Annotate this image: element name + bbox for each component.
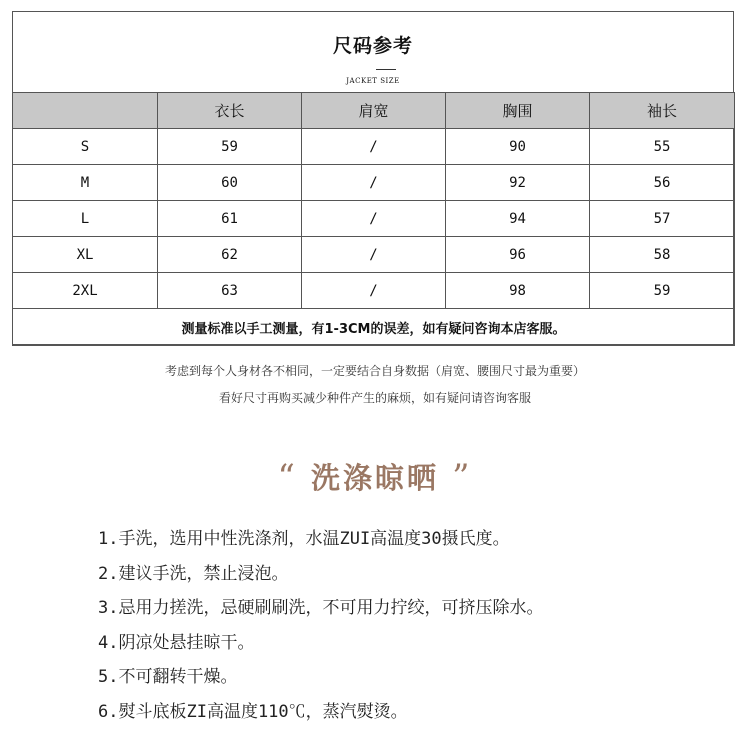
shoulder-cell: / [302, 201, 446, 237]
sleeve-cell: 56 [590, 165, 735, 201]
list-item: 1.手洗，选用中性洗涤剂，水温ZUI高温度30摄氏度。 [98, 529, 510, 549]
shoulder-cell: / [302, 273, 446, 309]
table-row [13, 273, 735, 309]
table-row [13, 165, 735, 201]
close-quote: ” [452, 457, 473, 497]
table-note-row [13, 309, 735, 346]
list-item: 3.忌用力搓洗，忌硬刷刷洗，不可用力拧绞，可挤压除水。 [98, 598, 544, 619]
sleeve-cell: 57 [590, 201, 735, 237]
header-cell-chest: 胸围 [446, 93, 590, 129]
sizing-notice-line-1: 考虑到每个人身材各不相同，一定要结合自身数据（肩宽、腰围尺寸最为重要） [164, 364, 585, 378]
length-cell: 63 [158, 273, 302, 309]
size-label-cell: L [13, 201, 158, 237]
chest-cell: 96 [446, 237, 590, 273]
size-chart-title: 尺码参考 [332, 35, 413, 57]
size-label-cell: XL [13, 237, 158, 273]
chest-cell: 98 [446, 273, 590, 309]
sleeve-cell: 59 [590, 273, 735, 309]
size-label-cell: 2XL [13, 273, 158, 309]
care-instructions-list [98, 524, 543, 732]
length-cell: 62 [158, 237, 302, 273]
header-cell-sleeve: 袖长 [590, 93, 735, 129]
length-cell: 59 [158, 129, 302, 165]
list-item: 6.熨斗底板ZI高温度110℃，蒸汽熨烫。 [98, 701, 408, 722]
size-table [12, 92, 735, 346]
table-row [13, 129, 735, 165]
size-chart-subtitle: JACKET SIZE [346, 77, 400, 85]
shoulder-cell: / [302, 165, 446, 201]
list-item: 4.阴凉处悬挂晾干。 [98, 632, 255, 653]
wash-section-title [0, 456, 750, 497]
table-row [13, 237, 735, 273]
sleeve-cell: 58 [590, 237, 735, 273]
shoulder-cell: / [302, 129, 446, 165]
measurement-note: 测量标准以手工测量，有1-3CM的误差，如有疑问咨询本店客服。 [13, 309, 735, 346]
wash-title-text: 洗涤晾晒 [310, 461, 439, 495]
open-quote: “ [277, 457, 298, 497]
title-divider [376, 69, 396, 70]
header-cell-shoulder: 肩宽 [302, 93, 446, 129]
shoulder-cell: / [302, 237, 446, 273]
header-cell-length: 衣长 [158, 93, 302, 129]
chest-cell: 90 [446, 129, 590, 165]
sleeve-cell: 55 [590, 129, 735, 165]
size-label-cell: S [13, 129, 158, 165]
chest-cell: 94 [446, 201, 590, 237]
size-label-cell: M [13, 165, 158, 201]
table-row [13, 201, 735, 237]
table-header-row [13, 93, 735, 129]
sizing-notice-line-2: 看好尺寸再购买减少种件产生的麻烦，如有疑问请咨询客服 [218, 391, 531, 405]
length-cell: 60 [158, 165, 302, 201]
header-cell-size [13, 93, 158, 129]
size-chart-panel [12, 11, 734, 345]
list-item: 2.建议手洗，禁止浸泡。 [98, 563, 289, 584]
list-item: 5.不可翻转干燥。 [98, 667, 238, 688]
chest-cell: 92 [446, 165, 590, 201]
length-cell: 61 [158, 201, 302, 237]
